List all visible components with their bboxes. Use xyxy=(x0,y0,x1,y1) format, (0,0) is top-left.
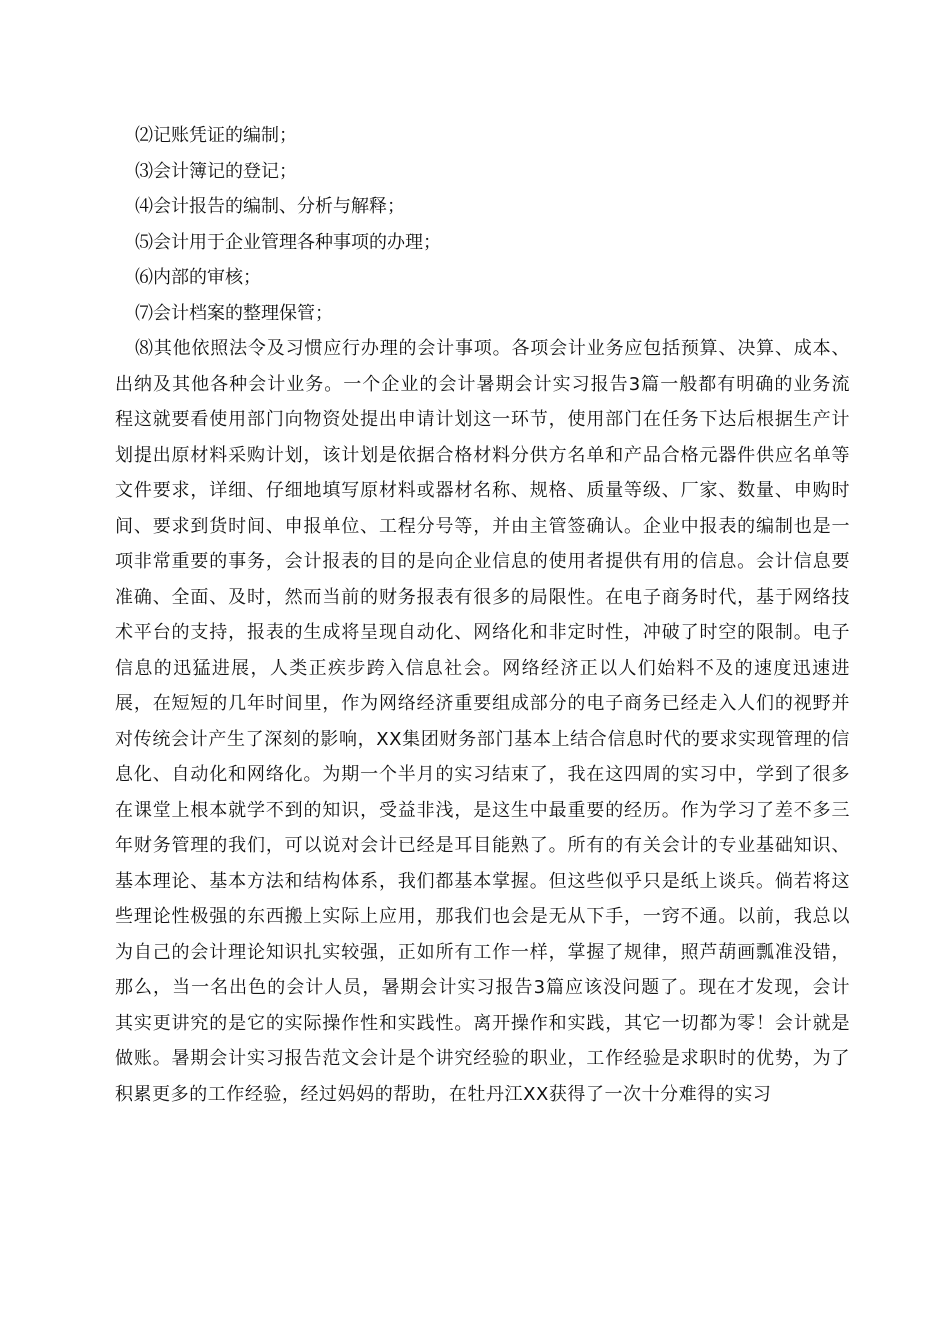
list-item: ⑷会计报告的编制、分析与解释； xyxy=(135,196,405,217)
list-item: ⑸会计用于企业管理各种事项的办理； xyxy=(135,231,441,253)
body-paragraph: ⑻其他依照法令及习惯应行办理的会计事项。各项会计业务应包括预算、决算、成本、出纳及其他各种会计业务。一个企业的会计暑期会计实习报告3篇一般都有明确的业务流程这就要看使用部门向物资处提出申请计划这一环节，使用部门在任务下达后根据生产计划提出原材料采购计划，该计划是依据合格材料分供方名单和产品合格元器件供应名单等文件要求，详细、仔细地填写原材料或器材名称、规格、质量等级、厂家、数量、申购时间、要求到货时间、申报单位、工程分号等，并由主管签确认。企业中报表的编制也是一项非常重要的事务，会计报表的目的是向企业信息的使用者提供有用的信息。会计信息要准确、全面、及时，然而当前的财务报表有很多的局限性。在电子商务时代，基于网络技术平台的支持，报表的生成将呈现自动化、网络化和非定时性，冲破了时空的限制。电子信息的迅猛进展，人类正疾步跨入信息社会。网络经济正以人们始料不及的速度迅速进展，在短短的几年时间里，作为网络经济重要组成部分的电子商务已经走入人们的视野并对传统会计产生了深刻的影响，XX集团财务部门基本上结合信息时代的要求实现管理的信息化、自动化和网络化。为期一个半月的实习结束了，我在这四周的实习中，学到了很多在课堂上根本就学不到的知识，受益非浅，是这生中最重要的经历。作为学习了差不多三年财务管理的我们，可以说对会计已经是耳目能熟了。所有的有关会计的专业基础知识、基本理论、基本方法和结构体系，我们都基本掌握。但这些似乎只是纸上谈兵。倘若将这些理论性极强的东西搬上实际上应用，那我们也会是无从下手，一窍不通。以前，我总以为自己的会计理论知识扎实较强，正如所有工作一样，掌握了规律，照芦葫画瓢准没错，那么，当一名出色的会计人员，暑期会计实习报告3篇应该没问题了。现在才发现，会计其实更讲究的是它的实际操作性和实践性。离开操作和实践，其它一切都为零！会计就是做账。暑期会计实习报告范文会计是个讲究经验的职业，工作经验是求职时的优势，为了积累更多的工作经验，经过妈妈的帮助，在牡丹江XX获得了一次十分难得的实习 xyxy=(115,338,850,1105)
document-body xyxy=(115,118,850,1112)
list-item: ⑵记账凭证的编制； xyxy=(135,125,297,146)
list-item: ⑺会计档案的整理保管； xyxy=(135,302,333,324)
list-item: ⑶会计簿记的登记； xyxy=(135,160,297,182)
list-item: ⑹内部的审核； xyxy=(135,267,261,288)
